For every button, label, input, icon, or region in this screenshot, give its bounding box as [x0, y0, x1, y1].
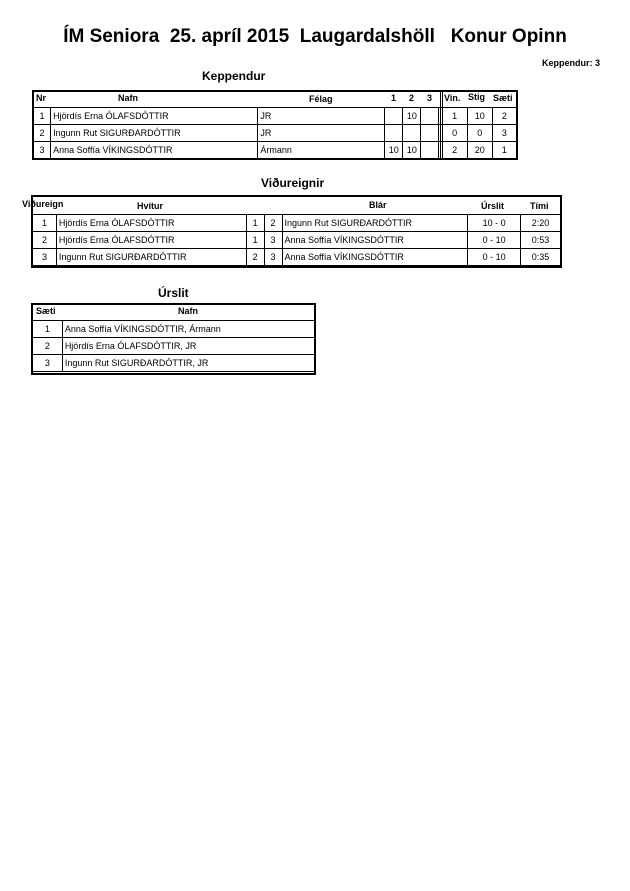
cell-felag: JR — [258, 125, 385, 142]
cell-saeti: 1 — [33, 321, 63, 338]
page-title: ÍM Seniora 25. apríl 2015 Laugardalshöll Konur Opinn — [63, 26, 567, 47]
header-felag: Félag — [309, 94, 333, 104]
cell-nafn: Ingunn Rut SIGURÐARDÓTTIR, JR — [62, 355, 314, 372]
urslit-header — [33, 305, 314, 319]
cell-hvitur: Ingunn Rut SIGURÐARDÓTTIR — [56, 249, 246, 266]
cell-stig: 0 — [467, 125, 492, 142]
cell-white-nr: 2 — [246, 249, 264, 266]
cell-saeti: 3 — [492, 125, 516, 142]
table-row — [33, 232, 561, 249]
urslit-heading: Úrslit — [158, 286, 189, 300]
cell-vin: 2 — [442, 142, 467, 159]
header-nr: Nr — [36, 93, 47, 103]
keppendur-heading: Keppendur — [202, 69, 266, 83]
cell-blar: Anna Soffía VÍKINGSDÓTTIR — [282, 232, 468, 249]
cell-timi: 2:20 — [521, 215, 561, 232]
cell-nafn: Anna Soffía VÍKINGSDÓTTIR — [51, 142, 258, 159]
cell-round-3 — [421, 125, 439, 142]
cell-hvitur: Hjördís Erna ÓLAFSDÓTTIR — [56, 232, 246, 249]
header-timi: Tími — [530, 201, 549, 211]
cell-nr: 1 — [33, 215, 57, 232]
table-row — [33, 355, 315, 372]
cell-saeti: 2 — [492, 108, 516, 125]
cell-round-3 — [421, 108, 439, 125]
urslit-table — [32, 320, 315, 372]
header-urslit: Úrslit — [481, 201, 505, 211]
cell-nr: 3 — [34, 142, 51, 159]
header-blar: Blár — [369, 200, 387, 210]
cell-nafn: Anna Soffía VÍKINGSDÓTTIR, Ármann — [62, 321, 314, 338]
cell-round-2 — [403, 125, 421, 142]
cell-round-1 — [385, 108, 403, 125]
header-round-2: 2 — [409, 93, 415, 103]
cell-stig: 10 — [467, 108, 492, 125]
vidureignir-heading: Viðureignir — [261, 176, 325, 190]
cell-saeti: 2 — [33, 338, 63, 355]
cell-timi: 0:35 — [521, 249, 561, 266]
table-row — [33, 338, 315, 355]
cell-urslit: 0 - 10 — [468, 232, 521, 249]
cell-felag: JR — [258, 108, 385, 125]
cell-nr: 2 — [34, 125, 51, 142]
cell-vin: 0 — [442, 125, 467, 142]
table-row — [33, 249, 561, 266]
competitor-count: Keppendur: 3 — [541, 58, 600, 68]
header-round-1: 1 — [391, 93, 397, 103]
header-nafn: Nafn — [118, 93, 138, 103]
table-row — [33, 321, 315, 338]
cell-round-1 — [385, 125, 403, 142]
table-row — [34, 125, 517, 142]
cell-blue-nr: 3 — [264, 232, 282, 249]
cell-timi: 0:53 — [521, 232, 561, 249]
cell-round-3 — [421, 142, 439, 159]
cell-felag: Ármann — [258, 142, 385, 159]
table-row — [33, 215, 561, 232]
header-round-3: 3 — [427, 93, 433, 103]
keppendur-table — [33, 107, 517, 159]
table-row — [34, 108, 517, 125]
cell-blue-nr: 3 — [264, 249, 282, 266]
cell-urslit: 0 - 10 — [468, 249, 521, 266]
cell-nr: 1 — [34, 108, 51, 125]
keppendur-header — [34, 92, 516, 106]
cell-round-2: 10 — [403, 108, 421, 125]
header-vidureign: Viðureign — [22, 199, 64, 209]
cell-nr: 3 — [33, 249, 57, 266]
header-nafn: Nafn — [178, 306, 198, 316]
cell-blue-nr: 2 — [264, 215, 282, 232]
cell-urslit: 10 - 0 — [468, 215, 521, 232]
cell-vin: 1 — [442, 108, 467, 125]
cell-stig: 20 — [467, 142, 492, 159]
header-saeti: Sæti — [36, 306, 56, 316]
cell-blar: Ingunn Rut SIGURÐARDÓTTIR — [282, 215, 468, 232]
cell-saeti: 1 — [492, 142, 516, 159]
cell-round-2: 10 — [403, 142, 421, 159]
cell-hvitur: Hjördís Erna ÓLAFSDÓTTIR — [56, 215, 246, 232]
cell-white-nr: 1 — [246, 232, 264, 249]
cell-nafn: Hjördís Erna ÓLAFSDÓTTIR, JR — [62, 338, 314, 355]
header-stig: Stig — [468, 92, 485, 102]
cell-nafn: Hjördís Erna ÓLAFSDÓTTIR — [51, 108, 258, 125]
cell-white-nr: 1 — [246, 215, 264, 232]
cell-nr: 2 — [33, 232, 57, 249]
header-vin: Vin. — [444, 93, 461, 103]
header-saeti: Sæti — [493, 93, 513, 103]
vidureignir-table — [32, 214, 561, 266]
header-hvitur: Hvítur — [137, 201, 164, 211]
table-row — [34, 142, 517, 159]
cell-round-1: 10 — [385, 142, 403, 159]
vidureignir-header — [22, 198, 562, 214]
cell-saeti: 3 — [33, 355, 63, 372]
cell-blar: Anna Soffía VÍKINGSDÓTTIR — [282, 249, 468, 266]
cell-nafn: Ingunn Rut SIGURÐARDÓTTIR — [51, 125, 258, 142]
